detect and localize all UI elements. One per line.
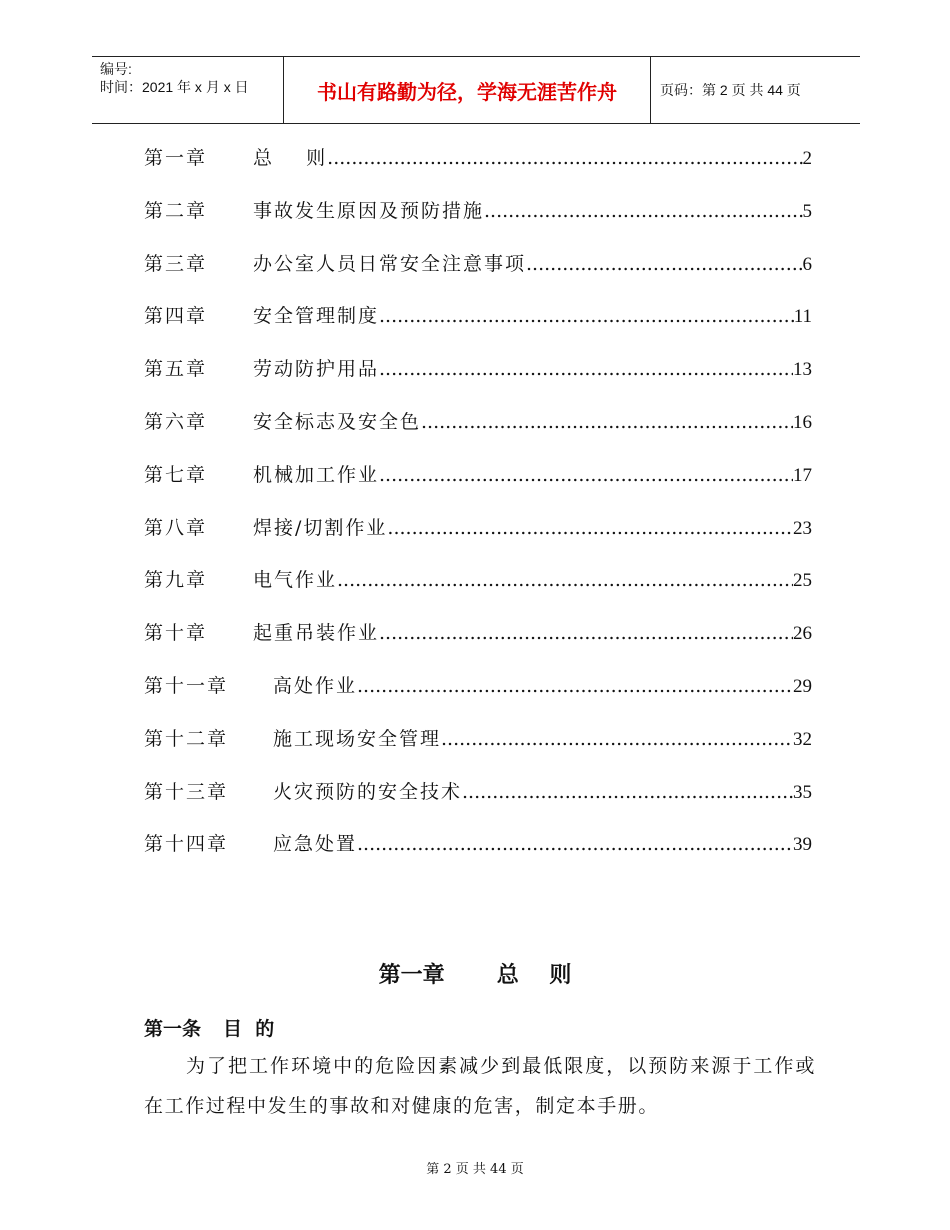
toc-dot-leader xyxy=(379,620,793,646)
toc-entry-line xyxy=(253,303,812,330)
toc-chapter-number: 第十二章 xyxy=(144,727,229,750)
toc-page-number: 35 xyxy=(793,781,812,803)
toc-entry[interactable] xyxy=(144,515,812,541)
toc-dot-leader xyxy=(484,198,802,224)
toc-chapter-number: 第八章 xyxy=(144,516,208,539)
toc-chapter-number: 第二章 xyxy=(144,199,208,222)
toc-page-number: 39 xyxy=(793,834,812,856)
toc-entry-line xyxy=(253,567,812,594)
toc-title: 劳动防护用品 xyxy=(253,358,380,381)
toc-title: 安全管理制度 xyxy=(253,305,380,328)
toc-entry-line xyxy=(253,515,812,542)
toc-entry-line xyxy=(273,779,812,806)
toc-chapter-number: 第十章 xyxy=(144,622,208,645)
toc-dot-leader xyxy=(337,567,793,593)
toc-entry[interactable] xyxy=(144,726,812,752)
toc-entry[interactable] xyxy=(144,831,812,857)
toc-title: 办公室人员日常安全注意事项 xyxy=(253,252,527,275)
toc-dot-leader xyxy=(387,515,793,541)
toc-title: 施工现场安全管理 xyxy=(273,727,442,750)
header-info-cell xyxy=(92,57,284,123)
toc-dot-leader xyxy=(379,462,793,488)
toc-chapter-number: 第一章 xyxy=(144,147,208,169)
toc-title: 火灾预防的安全技术 xyxy=(273,780,463,803)
toc-entry[interactable] xyxy=(144,356,812,382)
time-label: 时间：2021 年 x 月 x 日 xyxy=(100,79,249,95)
toc-entry[interactable] xyxy=(144,145,812,171)
toc-title: 起重吊装作业 xyxy=(253,622,380,645)
toc-page-number: 2 xyxy=(802,148,812,169)
toc-entry[interactable] xyxy=(144,620,812,646)
toc-title: 机械加工作业 xyxy=(253,463,380,486)
toc-entry-line xyxy=(253,409,812,436)
toc-page-number: 32 xyxy=(793,728,812,750)
toc-chapter-number: 第六章 xyxy=(144,411,208,433)
toc-entry-line xyxy=(253,462,812,489)
toc-page-number: 17 xyxy=(793,464,812,486)
toc-dot-leader xyxy=(462,779,793,805)
toc-chapter-number: 第三章 xyxy=(144,252,208,275)
toc-chapter-number: 第十四章 xyxy=(144,833,229,856)
toc-chapter-number: 第五章 xyxy=(144,358,208,381)
toc-page-number: 16 xyxy=(793,412,812,433)
toc-chapter-number: 第九章 xyxy=(144,569,208,592)
toc-entry-line xyxy=(253,198,812,225)
article-number: 第一条 xyxy=(144,1018,202,1040)
toc-dot-leader xyxy=(526,251,802,277)
toc-dot-leader xyxy=(357,673,793,699)
toc-dot-leader xyxy=(379,356,793,382)
toc-page-number: 5 xyxy=(802,200,812,222)
toc-dot-leader xyxy=(379,303,794,329)
toc-dot-leader xyxy=(441,726,793,752)
toc-title: 安全标志及安全色 xyxy=(253,411,422,433)
toc-page-number: 29 xyxy=(793,676,812,697)
toc-entry[interactable] xyxy=(144,567,812,593)
toc-page-number: 23 xyxy=(793,517,812,539)
toc-title: 电气作业 xyxy=(253,569,338,592)
toc-title: 事故发生原因及预防措施 xyxy=(253,199,485,222)
toc-chapter-number: 第十三章 xyxy=(144,780,229,803)
toc-chapter-number: 第十一章 xyxy=(144,675,229,697)
toc-entry-line xyxy=(273,831,812,858)
toc-title: 焊接/切割作业 xyxy=(253,516,388,539)
page-header xyxy=(92,56,860,124)
toc-entry[interactable] xyxy=(144,409,812,435)
article-name: 目 的 xyxy=(223,1018,275,1040)
chapter-name: 总 则 xyxy=(496,963,572,988)
article-title xyxy=(144,1014,274,1041)
toc-chapter-number: 第七章 xyxy=(144,463,208,486)
number-label: 编号: xyxy=(100,61,132,77)
toc-chapter-number: 第四章 xyxy=(144,305,208,328)
toc-entry[interactable] xyxy=(144,303,812,329)
toc-page-number: 11 xyxy=(793,306,812,328)
toc-title: 高处作业 xyxy=(273,675,358,697)
toc-dot-leader xyxy=(421,409,793,435)
toc-entry-line xyxy=(253,251,812,278)
toc-title: 总 则 xyxy=(253,147,328,169)
toc-dot-leader xyxy=(357,831,793,857)
chapter-heading xyxy=(0,958,950,989)
chapter-number: 第一章 xyxy=(378,963,445,988)
header-motto: 书山有路勤为径，学海无涯苦作舟 xyxy=(284,57,651,123)
toc-page-number: 13 xyxy=(793,359,812,381)
toc-entry-line xyxy=(273,726,812,753)
toc-entry[interactable] xyxy=(144,779,812,805)
toc-entry-line xyxy=(273,673,812,700)
toc-dot-leader xyxy=(327,145,802,171)
toc-entry[interactable] xyxy=(144,462,812,488)
toc-page-number: 26 xyxy=(793,623,812,645)
toc-page-number: 25 xyxy=(793,570,812,592)
toc-entry[interactable] xyxy=(144,251,812,277)
toc-entry-line xyxy=(253,620,812,647)
toc-entry[interactable] xyxy=(144,198,812,224)
page-footer: 第 2 页 共 44 页 xyxy=(426,1162,524,1177)
header-page-label: 页码：第 2 页 共 44 页 xyxy=(660,82,801,98)
toc-entry-line xyxy=(253,356,812,383)
toc-title: 应急处置 xyxy=(273,833,358,856)
toc-entry[interactable] xyxy=(144,673,812,699)
toc-page-number: 6 xyxy=(802,253,812,275)
toc-entry-line xyxy=(253,145,812,172)
article-paragraph: 为了把工作环境中的危险因素减少到最低限度，以预防来源于工作或在工作过程中发生的事故和对健康的危害，制定本手册。 xyxy=(144,1055,816,1117)
